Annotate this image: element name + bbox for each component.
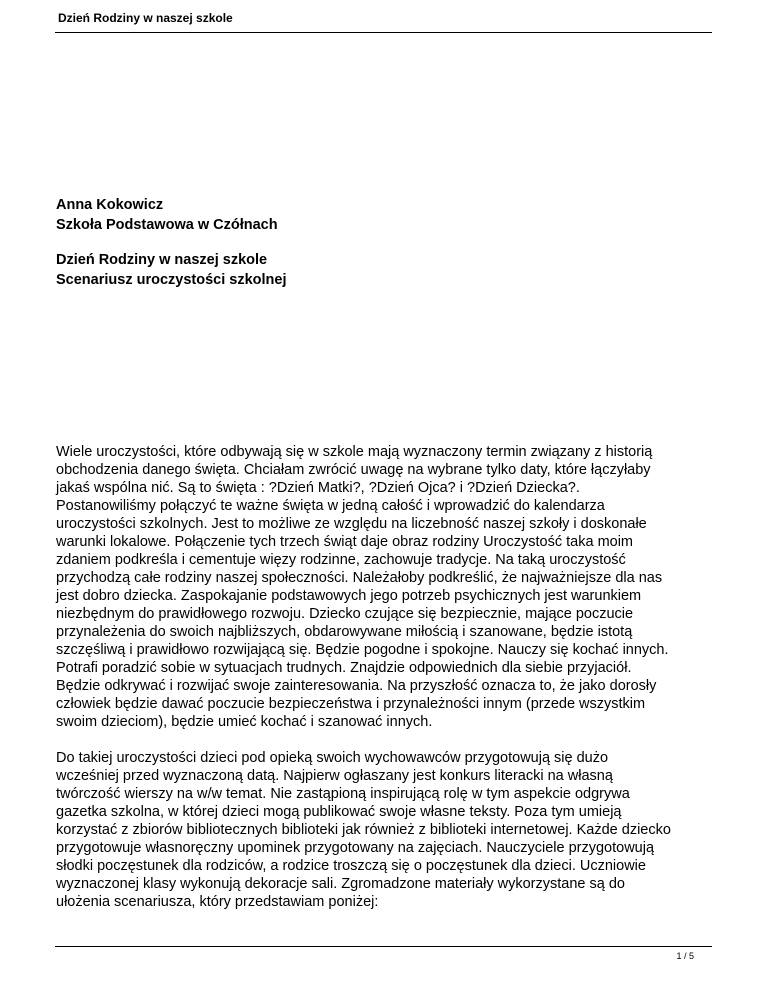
paragraph-1 xyxy=(56,443,716,731)
document-subtitle: Scenariusz uroczystości szkolnej xyxy=(56,272,287,288)
text-line: korzystać z zbiorów bibliotecznych biblioteki jak również z biblioteki internetowej. Każde dziecko xyxy=(56,822,671,838)
text-line: szczęśliwą i prawidłowo rozwijającą się. Będzie pogodne i spokojne. Nauczy się kochać innych. xyxy=(56,642,669,658)
text-line: swoim dzieciom), będzie umieć kochać i szanować innych. xyxy=(56,714,433,730)
text-line: jest dobro dziecka. Zaspokajanie podstawowych jego potrzeb psychicznych jest warunkiem xyxy=(56,588,642,604)
paragraph-2 xyxy=(56,749,716,911)
author-block xyxy=(56,195,278,235)
text-line: Potrafi poradzić sobie w sytuacjach trudnych. Znajdzie odpowiednich dla siebie przyjaciół. xyxy=(56,660,632,676)
text-line: obchodzenia danego święta. Chciałam zwrócić uwagę na wybrane tylko daty, które łączyłaby xyxy=(56,462,651,478)
body-text xyxy=(56,443,716,911)
footer-divider xyxy=(55,946,712,947)
text-line: przygotowuje własnoręczny upominek przygotowany na zajęciach. Nauczyciele przygotowują xyxy=(56,840,655,856)
text-line: przynależenia do swoich najbliższych, obdarowywane miłością i szanowane, będzie istotą xyxy=(56,624,633,640)
text-line: Będzie odkrywać i rozwijać swoje zainteresowania. Na przyszłość oznacza to, że jako dorosły xyxy=(56,678,657,694)
author-school: Szkoła Podstawowa w Czółnach xyxy=(56,217,278,233)
text-line: człowiek będzie dawać poczucie bezpieczeństwa i przynależności innym (przede wszystkim xyxy=(56,696,646,712)
text-line: warunki lokalowe. Połączenie tych trzech świąt daje obraz rodziny Uroczystość taka moim xyxy=(56,534,634,550)
text-line: Postanowiliśmy połączyć te ważne święta w jedną całość i wprowadzić do kalendarza xyxy=(56,498,605,514)
running-header: Dzień Rodziny w naszej szkole xyxy=(58,11,233,25)
text-line: gazetka szkolna, w której dzieci mogą publikować swoje własne teksty. Poza tym umieją xyxy=(56,804,622,820)
text-line: twórczość wierszy na w/w temat. Nie zastąpioną inspirującą rolę w tym aspekcie odgrywa xyxy=(56,786,630,802)
text-line: wcześniej przed wyznaczoną datą. Najpierw ogłaszany jest konkurs literacki na własną xyxy=(56,768,613,784)
page-number: 1 / 5 xyxy=(676,951,694,961)
text-line: Do takiej uroczystości dzieci pod opieką swoich wychowawców przygotowują się dużo xyxy=(56,750,609,766)
document-title-block xyxy=(56,250,286,290)
author-name: Anna Kokowicz xyxy=(56,197,164,213)
document-title: Dzień Rodziny w naszej szkole xyxy=(56,252,268,268)
text-line: niezbędnym do prawidłowego rozwoju. Dziecko czujące się bezpiecznie, mające poczucie xyxy=(56,606,634,622)
text-line: ułożenia scenariusza, który przedstawiam poniżej: xyxy=(56,894,379,910)
text-line: wyznaczonej klasy wykonują dekoracje sali. Zgromadzone materiały wykorzystane są do xyxy=(56,876,625,892)
text-line: jakaś wspólna nić. Są to święta : ?Dzień Matki?, ?Dzień Ojca? i ?Dzień Dziecka?. xyxy=(56,480,580,496)
text-line: przychodzą całe rodziny naszej społeczności. Należałoby podkreślić, że najważniejsze dla nas xyxy=(56,570,663,586)
text-line: Wiele uroczystości, które odbywają się w szkole mają wyznaczony termin związany z historią xyxy=(56,444,653,460)
text-line: słodki poczęstunek dla rodziców, a rodzice troszczą się o poczęstunek dla dzieci. Uczniowie xyxy=(56,858,646,874)
header-divider xyxy=(55,32,712,33)
text-line: uroczystości szkolnych. Jest to możliwe ze względu na liczebność naszej szkoły i doskonałe xyxy=(56,516,647,532)
text-line: zdaniem podkreśla i cementuje więzy rodzinne, zachowuje tradycje. Na taką uroczystość xyxy=(56,552,626,568)
